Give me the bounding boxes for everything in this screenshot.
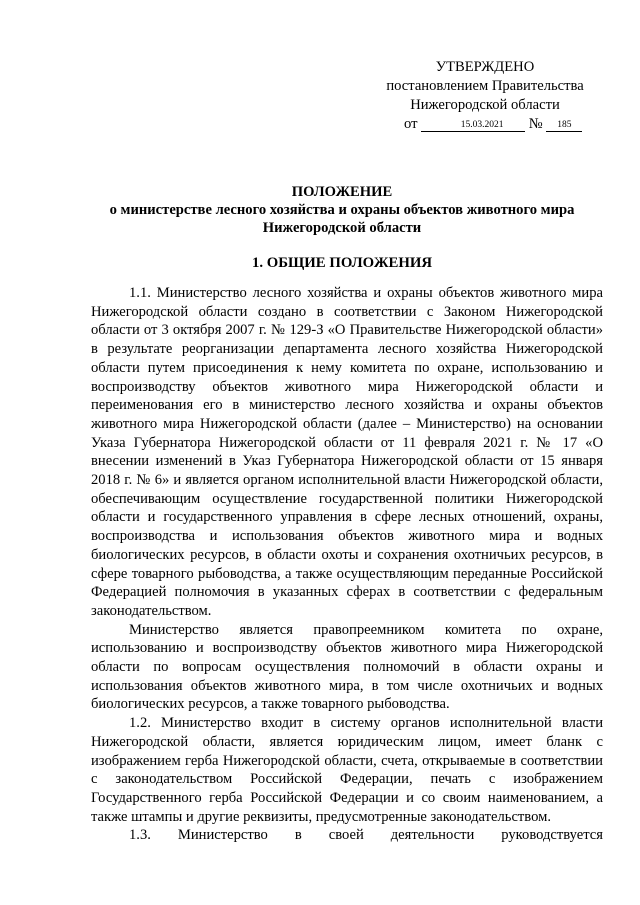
- title-region: Нижегородской области: [262, 220, 422, 236]
- date-prefix: от: [404, 116, 418, 132]
- approval-date-row: [360, 115, 610, 134]
- approval-heading: УТВЕРЖДЕНО: [435, 59, 535, 75]
- approval-line-decree: постановлением Правительства: [386, 78, 584, 94]
- paragraph-1-1-successor: Министерство является правопреемником комитета по охране, использованию и воспроизводству объектов животного мира Нижегородской области по вопросам осуществления полномочий в области охраны и использования объектов животного мира, в том числе охотничьих и водных биологических ресурсов, а также товарного рыбоводства.: [91, 621, 603, 713]
- section-heading: 1. ОБЩИЕ ПОЛОЖЕНИЯ: [251, 255, 433, 271]
- title-main: ПОЛОЖЕНИЕ: [291, 184, 393, 200]
- title-subject: о министерстве лесного хозяйства и охраны объектов животного мира: [109, 202, 575, 218]
- decree-date: 15.03.2021: [421, 119, 525, 132]
- document-title: [80, 183, 604, 237]
- paragraph-1-2: 1.2. Министерство входит в систему органов исполнительной власти Нижегородской области, является юридическим лицом, имеет бланк с изображением герба Нижегородской области, счета, открываемые в соответствии с законодательством Российской Федерации, печать с изображением Государственного герба Российской Федерации и со своим наименованием, а также штампы и другие реквизиты, предусмотренные законодательством.: [91, 715, 603, 825]
- decree-number: 185: [546, 119, 582, 132]
- number-sign: №: [528, 116, 543, 132]
- paragraph-1-1: 1.1. Министерство лесного хозяйства и охраны объектов животного мира Нижегородской области создано в соответствии с Законом Нижегородской области от 3 октября 2007 г. № 129-З «О Правительстве Нижегородской области» в результате реорганизации департамента лесного хозяйства Нижегородской области путем присоединения к нему комитета по охране, использованию и воспроизводству объектов животного мира Нижегородской области и переименования его в министерство лесного хозяйства и охраны объектов животного мира Нижегородской области (далее – Министерство) на основании Указа Губернатора Нижегородской области от 11 февраля 2021 г. № 17 «О внесении изменений в Указ Губернатора Нижегородской области от 15 января 2018 г. № 6» и является органом исполнительной власти Нижегородской области, обеспечивающим осуществление государственной политики Нижегородской области и государственного управления в сфере лесных отношений, охраны, воспроизводства и использования объектов животного мира и водных биологических ресурсов, в области охоты и сохранения охотничьих ресурсов, в сфере товарного рыбоводства, а также осуществляющим переданные Российской Федерацией полномочия в указанных сферах в соответствии с федеральным законодательством.: [91, 285, 603, 619]
- document-body: [91, 284, 603, 845]
- approval-stamp: [360, 58, 610, 134]
- approval-line-region: Нижегородской области: [410, 97, 560, 113]
- paragraph-1-3: 1.3. Министерство в своей деятельности руководствуется: [129, 827, 603, 844]
